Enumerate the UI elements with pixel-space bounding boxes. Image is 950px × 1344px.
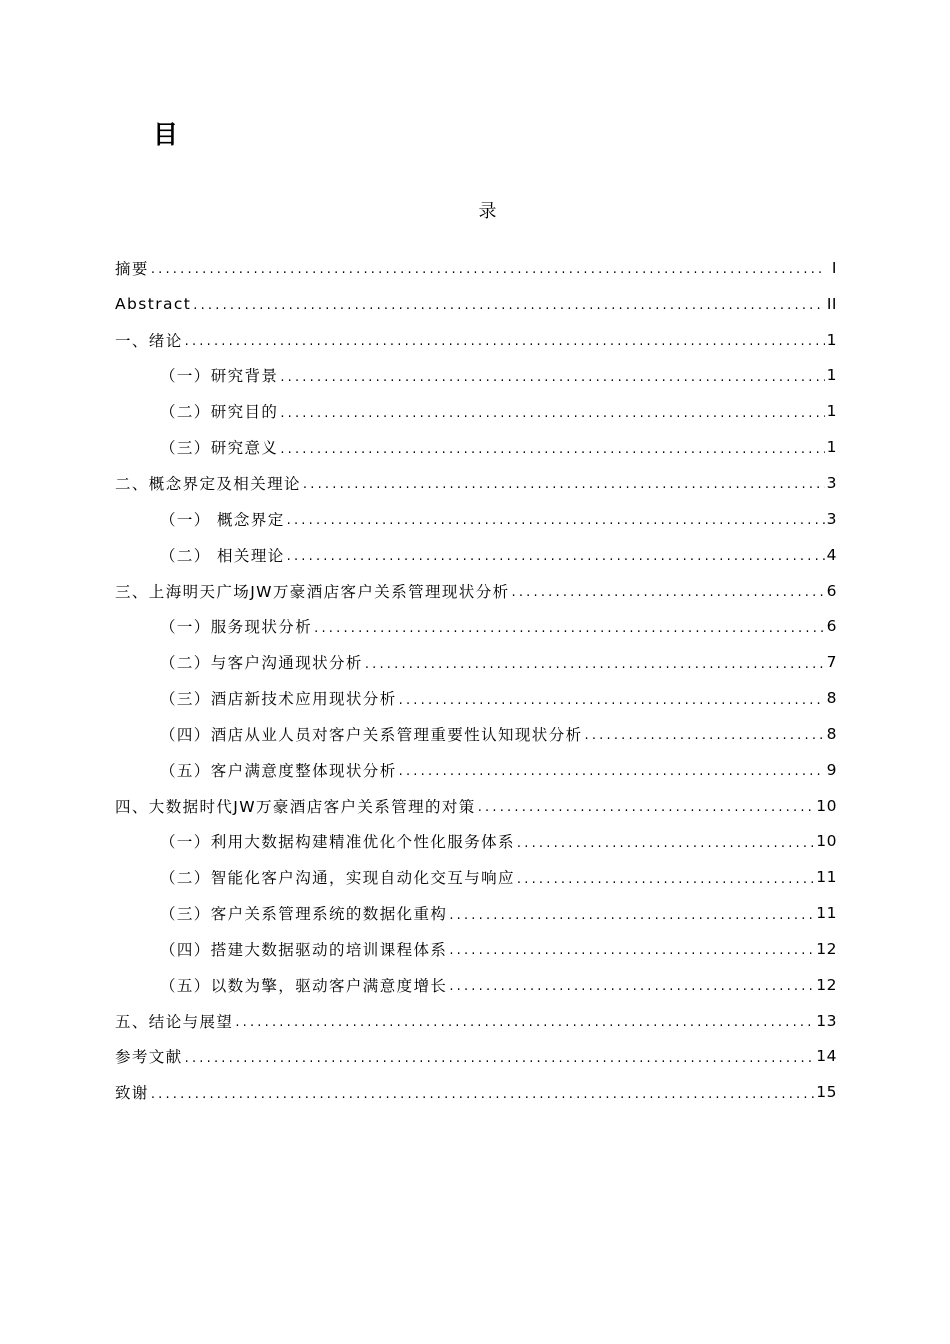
toc-entry-label: （一）服务现状分析 bbox=[160, 618, 313, 637]
toc-dot-leader bbox=[517, 836, 814, 851]
toc-dot-leader bbox=[449, 979, 814, 994]
toc-dot-leader bbox=[193, 298, 825, 313]
toc-entry[interactable] bbox=[115, 286, 837, 322]
toc-dot-leader bbox=[287, 513, 825, 528]
toc-entry[interactable] bbox=[115, 1003, 837, 1039]
toc-entry[interactable] bbox=[115, 644, 837, 680]
toc-dot-leader bbox=[235, 1015, 814, 1030]
toc-entry-page-number: 10 bbox=[816, 796, 837, 815]
toc-dot-leader bbox=[151, 262, 825, 277]
toc-entry-page-number: 15 bbox=[816, 1083, 837, 1102]
toc-entry-label: （三）研究意义 bbox=[160, 439, 279, 458]
toc-dot-leader bbox=[185, 1051, 815, 1066]
table-of-contents bbox=[115, 250, 837, 1110]
toc-dot-leader bbox=[512, 585, 825, 600]
toc-entry-label: （二）智能化客户沟通，实现自动化交互与响应 bbox=[160, 869, 515, 888]
toc-entry[interactable] bbox=[115, 895, 837, 931]
toc-entry-label: （四）酒店从业人员对客户关系管理重要性认知现状分析 bbox=[160, 725, 583, 744]
toc-entry[interactable] bbox=[115, 608, 837, 644]
toc-title-main: 目 bbox=[153, 120, 179, 149]
toc-dot-leader bbox=[449, 943, 814, 958]
toc-entry-label: （三）客户关系管理系统的数据化重构 bbox=[160, 905, 448, 924]
toc-entry[interactable] bbox=[115, 967, 837, 1003]
toc-entry-page-number: 1 bbox=[826, 366, 837, 385]
toc-dot-leader bbox=[287, 549, 825, 564]
toc-entry-page-number: 6 bbox=[826, 581, 837, 600]
toc-dot-leader bbox=[185, 334, 825, 349]
toc-entry[interactable] bbox=[115, 250, 837, 286]
toc-dot-leader bbox=[449, 908, 814, 923]
toc-entry-label: （三）酒店新技术应用现状分析 bbox=[160, 690, 397, 709]
toc-entry[interactable] bbox=[115, 573, 837, 609]
toc-entry-page-number: 13 bbox=[816, 1011, 837, 1030]
toc-entry-label: （五）以数为擎，驱动客户满意度增长 bbox=[160, 976, 448, 995]
toc-entry-page-number: 1 bbox=[826, 438, 837, 457]
toc-dot-leader bbox=[314, 621, 825, 636]
toc-entry-label: （五）客户满意度整体现状分析 bbox=[160, 761, 397, 780]
toc-entry[interactable] bbox=[115, 429, 837, 465]
toc-entry-label: 五、结论与展望 bbox=[115, 1012, 234, 1031]
toc-entry[interactable] bbox=[115, 859, 837, 895]
toc-entry-page-number: I bbox=[831, 258, 837, 277]
toc-entry-page-number: 9 bbox=[826, 760, 837, 779]
toc-dot-leader bbox=[280, 442, 824, 457]
toc-entry[interactable] bbox=[115, 465, 837, 501]
toc-entry-label: Abstract bbox=[115, 294, 192, 313]
toc-entry-page-number: 8 bbox=[826, 724, 837, 743]
toc-entry-page-number: 10 bbox=[816, 832, 837, 851]
toc-entry-label: 一、绪论 bbox=[115, 331, 183, 350]
toc-entry-label: 四、大数据时代JW万豪酒店客户关系管理的对策 bbox=[115, 797, 476, 816]
toc-entry-label: 摘要 bbox=[115, 259, 149, 278]
toc-dot-leader bbox=[280, 406, 824, 421]
toc-entry[interactable] bbox=[115, 788, 837, 824]
toc-entry-page-number: 11 bbox=[816, 904, 837, 923]
toc-entry[interactable] bbox=[115, 716, 837, 752]
toc-entry-page-number: 14 bbox=[816, 1047, 837, 1066]
toc-title-sub: 录 bbox=[478, 201, 497, 222]
toc-entry-page-number: 1 bbox=[826, 330, 837, 349]
toc-dot-leader bbox=[151, 1087, 814, 1102]
toc-entry-page-number: 11 bbox=[816, 868, 837, 887]
toc-entry[interactable] bbox=[115, 1074, 837, 1110]
toc-entry[interactable] bbox=[115, 537, 837, 573]
toc-dot-leader bbox=[517, 872, 814, 887]
toc-entry-page-number: 8 bbox=[826, 689, 837, 708]
toc-entry-page-number: 3 bbox=[826, 509, 837, 528]
toc-entry[interactable] bbox=[115, 931, 837, 967]
toc-entry-label: 参考文献 bbox=[115, 1048, 183, 1067]
toc-entry-page-number: 12 bbox=[816, 975, 837, 994]
toc-entry-label: （二）与客户沟通现状分析 bbox=[160, 654, 363, 673]
toc-entry-page-number: 7 bbox=[826, 653, 837, 672]
toc-entry-label: （二） 相关理论 bbox=[160, 546, 285, 565]
toc-entry[interactable] bbox=[115, 680, 837, 716]
toc-entry-page-number: 1 bbox=[826, 402, 837, 421]
toc-entry-label: 二、概念界定及相关理论 bbox=[115, 474, 301, 493]
toc-entry[interactable] bbox=[115, 322, 837, 358]
toc-entry-label: （一） 概念界定 bbox=[160, 510, 285, 529]
toc-dot-leader bbox=[399, 693, 825, 708]
toc-entry-label: （一）研究背景 bbox=[160, 367, 279, 386]
toc-dot-leader bbox=[399, 764, 825, 779]
toc-entry[interactable] bbox=[115, 1039, 837, 1075]
toc-entry[interactable] bbox=[115, 824, 837, 860]
toc-entry[interactable] bbox=[115, 358, 837, 394]
toc-entry-label: 致谢 bbox=[115, 1084, 149, 1103]
toc-entry-label: （四）搭建大数据驱动的培训课程体系 bbox=[160, 940, 448, 959]
toc-entry-page-number: II bbox=[826, 294, 837, 313]
toc-dot-leader bbox=[280, 370, 824, 385]
toc-entry-label: （二）研究目的 bbox=[160, 403, 279, 422]
toc-entry[interactable] bbox=[115, 752, 837, 788]
toc-dot-leader bbox=[585, 728, 825, 743]
toc-entry[interactable] bbox=[115, 393, 837, 429]
toc-dot-leader bbox=[303, 477, 825, 492]
toc-entry-page-number: 3 bbox=[826, 473, 837, 492]
toc-entry-label: （一）利用大数据构建精准优化个性化服务体系 bbox=[160, 833, 515, 852]
toc-dot-leader bbox=[365, 657, 825, 672]
toc-entry-page-number: 12 bbox=[816, 939, 837, 958]
toc-entry-page-number: 4 bbox=[826, 545, 837, 564]
toc-entry-page-number: 6 bbox=[826, 617, 837, 636]
toc-entry[interactable] bbox=[115, 501, 837, 537]
toc-entry-label: 三、上海明天广场JW万豪酒店客户关系管理现状分析 bbox=[115, 582, 510, 601]
toc-dot-leader bbox=[478, 800, 815, 815]
